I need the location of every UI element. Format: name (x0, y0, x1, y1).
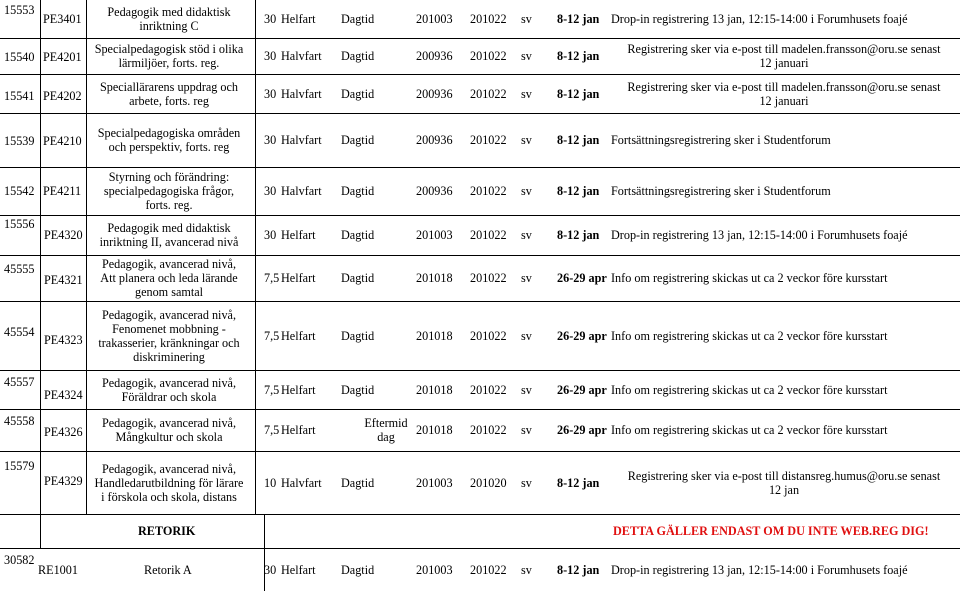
course-name: Speciallärarens uppdrag och (99, 79, 239, 94)
registration-period: 26-29 apr (557, 271, 607, 285)
start-code: 200936 (416, 86, 453, 101)
end-code: 201022 (470, 423, 507, 437)
course-name: och perspektiv, forts. reg (108, 140, 230, 154)
registration-info: Info om registrering skickas ut ca 2 veckor före kursstart (611, 271, 888, 285)
course-name: Specialpedagogisk stöd i olika (94, 42, 244, 56)
registration-period: 26-29 apr (557, 382, 607, 397)
registration-info: 12 januari (759, 56, 809, 70)
credits: 30 (264, 563, 277, 577)
credits: 7,5 (264, 271, 280, 285)
row-divider (0, 301, 960, 302)
row-id: 15539 (4, 134, 35, 148)
start-code: 200936 (416, 49, 453, 63)
course-name: Mångkultur och skola (115, 430, 223, 444)
end-code: 201022 (470, 184, 507, 198)
course-name: forts. reg. (145, 198, 193, 212)
credits: 30 (264, 184, 277, 198)
language: sv (521, 382, 532, 397)
end-code: 201020 (470, 475, 507, 490)
registration-period: 26-29 apr (557, 423, 607, 437)
registration-info: Drop-in registrering 13 jan, 12:15-14:00 i Forumhusets foajé (611, 563, 908, 577)
course-name: diskriminering (133, 349, 205, 364)
study-pace: Helfart (281, 271, 316, 285)
course-code: PE4211 (43, 184, 82, 198)
registration-period: 8-12 jan (557, 133, 600, 147)
row-divider (0, 215, 960, 216)
course-code: PE4326 (44, 425, 83, 439)
column-divider (40, 0, 41, 548)
study-pace: Helfart (281, 328, 316, 343)
course-code: PE4324 (44, 388, 83, 402)
credits: 30 (264, 49, 277, 63)
row-divider (0, 548, 960, 549)
registration-period: 8-12 jan (557, 184, 600, 198)
language: sv (521, 328, 532, 343)
row-divider (0, 74, 960, 75)
registration-period: 8-12 jan (557, 563, 600, 577)
study-time: Dagtid (341, 86, 375, 101)
study-pace: Helfart (281, 382, 316, 397)
start-code: 201018 (416, 423, 453, 437)
course-name: Pedagogik med didaktisk (107, 221, 231, 235)
language: sv (521, 184, 532, 198)
credits: 30 (264, 133, 277, 147)
row-divider (0, 255, 960, 256)
start-code: 201003 (416, 563, 453, 577)
registration-info: Info om registrering skickas ut ca 2 veckor före kursstart (611, 382, 888, 397)
course-code: PE4201 (43, 50, 82, 64)
study-time: Dagtid (341, 228, 375, 242)
end-code: 201022 (470, 86, 507, 101)
registration-period: 8-12 jan (557, 49, 600, 63)
registration-info: Info om registrering skickas ut ca 2 veckor före kursstart (611, 328, 888, 343)
course-name: Pedagogik, avancerad nivå, (101, 461, 236, 476)
start-code: 201003 (416, 475, 453, 490)
start-code: 201003 (416, 12, 453, 26)
study-time: dag (377, 430, 395, 444)
course-code: RE1001 (38, 563, 78, 577)
course-code: PE4323 (44, 333, 83, 347)
course-code: PE3401 (43, 12, 82, 26)
row-divider (0, 451, 960, 452)
registration-period: 8-12 jan (557, 228, 600, 242)
registration-info: Fortsättningsregistrering sker i Studentforum (611, 133, 831, 147)
row-divider (0, 38, 960, 39)
registration-info: Registrering sker via e-post till madelen.fransson@oru.se senast (627, 42, 941, 56)
study-time: Dagtid (341, 12, 375, 26)
row-id: 15579 (4, 459, 35, 473)
end-code: 201022 (470, 563, 507, 577)
study-time: Dagtid (341, 328, 375, 343)
study-time: Dagtid (341, 475, 375, 490)
course-code: PE4202 (43, 89, 82, 103)
row-divider (0, 167, 960, 168)
course-name: Att planera och leda lärande (100, 271, 238, 285)
row-divider (0, 409, 960, 410)
study-pace: Halvfart (281, 475, 322, 490)
language: sv (521, 228, 532, 242)
registration-info: Drop-in registrering 13 jan, 12:15-14:00 i Forumhusets foajé (611, 228, 908, 242)
course-code: PE4210 (43, 134, 82, 148)
row-id: 45557 (4, 375, 35, 389)
start-code: 201003 (416, 228, 453, 242)
course-name: lärmiljöer, forts. reg. (118, 56, 220, 70)
course-name: Pedagogik, avancerad nivå, (101, 257, 236, 271)
row-id: 45558 (4, 414, 35, 428)
registration-period: 26-29 apr (557, 328, 607, 343)
end-code: 201022 (470, 328, 507, 343)
registration-info: Fortsättningsregistrering sker i Studentforum (611, 184, 831, 198)
row-id: 15553 (4, 3, 35, 17)
course-name: inriktning C (139, 19, 199, 33)
row-divider (0, 113, 960, 114)
study-pace: Halvfart (281, 184, 322, 198)
end-code: 201022 (470, 133, 507, 147)
row-divider (0, 514, 960, 515)
start-code: 200936 (416, 133, 453, 147)
start-code: 200936 (416, 184, 453, 198)
study-pace: Helfart (281, 228, 316, 242)
study-time: Dagtid (341, 563, 375, 577)
course-name: Pedagogik, avancerad nivå, (101, 375, 236, 390)
language: sv (521, 423, 532, 437)
credits: 7,5 (264, 382, 280, 397)
registration-info: Drop-in registrering 13 jan, 12:15-14:00 i Forumhusets foajé (611, 12, 908, 26)
study-pace: Helfart (281, 12, 316, 26)
row-id: 15541 (4, 89, 35, 103)
credits: 30 (264, 228, 277, 242)
registration-period: 8-12 jan (557, 475, 600, 490)
row-divider (0, 370, 960, 371)
language: sv (521, 12, 532, 26)
end-code: 201022 (470, 49, 507, 63)
row-id: 15540 (4, 50, 35, 64)
start-code: 201018 (416, 271, 453, 285)
row-id: 45554 (4, 325, 35, 339)
study-time: Dagtid (341, 271, 375, 285)
study-pace: Helfart (281, 423, 316, 437)
end-code: 201022 (470, 382, 507, 397)
end-code: 201022 (470, 228, 507, 242)
registration-info: Registrering sker via e-post till madelen.fransson@oru.se senast (627, 79, 941, 94)
study-time: Dagtid (341, 133, 375, 147)
language: sv (521, 475, 532, 490)
registration-notice: DETTA GÄLLER ENDAST OM DU INTE WEB.REG DIG! (613, 524, 929, 538)
credits: 10 (264, 475, 277, 490)
course-name: inriktning II, avancerad nivå (99, 235, 239, 249)
course-name: Pedagogik, avancerad nivå, (101, 307, 236, 322)
language: sv (521, 563, 532, 577)
start-code: 201018 (416, 382, 453, 397)
language: sv (521, 49, 532, 63)
study-pace: Halvfart (281, 133, 322, 147)
credits: 7,5 (264, 328, 280, 343)
course-name: i förskola och skola, distans (101, 489, 237, 504)
course-name: Handledarutbildning för lärare (94, 475, 244, 490)
study-time: Eftermid (364, 416, 408, 430)
row-id: 45555 (4, 262, 35, 276)
credits: 7,5 (264, 423, 280, 437)
course-code: PE4321 (44, 273, 83, 287)
column-divider (264, 514, 265, 591)
registration-period: 8-12 jan (557, 12, 600, 26)
study-time: Dagtid (341, 49, 375, 63)
column-divider (255, 0, 256, 514)
row-id: 15542 (4, 184, 35, 198)
credits: 30 (264, 12, 277, 26)
course-name: arbete, forts. reg (129, 93, 209, 108)
course-name: genom samtal (134, 285, 204, 299)
study-time: Dagtid (341, 184, 375, 198)
course-name: Pedagogik med didaktisk (107, 5, 231, 19)
language: sv (521, 133, 532, 147)
registration-period: 8-12 jan (557, 86, 600, 101)
study-time: Dagtid (341, 382, 375, 397)
course-name: Föräldrar och skola (121, 389, 217, 404)
course-name: Styrning och förändring: (108, 170, 230, 184)
row-id: 30582 (4, 553, 35, 567)
registration-info: Info om registrering skickas ut ca 2 veckor före kursstart (611, 423, 888, 437)
course-name: Specialpedagogiska områden (97, 126, 241, 140)
course-name: Pedagogik, avancerad nivå, (101, 416, 236, 430)
course-code: PE4320 (44, 228, 83, 242)
registration-info: 12 januari (759, 93, 809, 108)
course-name: Fenomenet mobbning - (112, 321, 226, 336)
section-heading: RETORIK (138, 524, 196, 538)
end-code: 201022 (470, 12, 507, 26)
course-name: specialpedagogiska frågor, (103, 184, 235, 198)
row-id: 15556 (4, 217, 35, 231)
registration-info: 12 jan (768, 482, 800, 497)
language: sv (521, 271, 532, 285)
end-code: 201022 (470, 271, 507, 285)
language: sv (521, 86, 532, 101)
study-pace: Helfart (281, 563, 316, 577)
study-pace: Halvfart (281, 49, 322, 63)
course-name: Retorik A (144, 563, 192, 577)
credits: 30 (264, 86, 277, 101)
study-pace: Halvfart (281, 86, 322, 101)
course-code: PE4329 (44, 474, 83, 488)
course-name: trakasserier, kränkningar och (98, 335, 240, 350)
registration-info: Registrering sker via e-post till distansreg.humus@oru.se senast (627, 468, 941, 483)
start-code: 201018 (416, 328, 453, 343)
